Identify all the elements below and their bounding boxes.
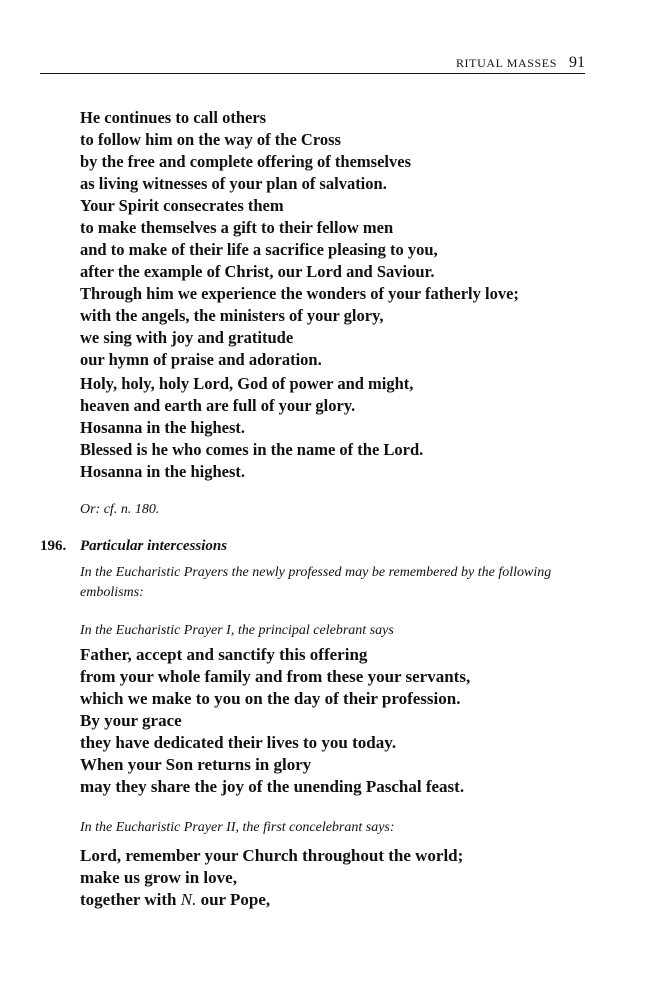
sanctus-line: Hosanna in the highest. [80, 462, 246, 481]
prayer2-text [80, 845, 600, 911]
prayer-line: make us grow in love, [80, 868, 237, 887]
header-rule [40, 73, 585, 74]
preface-line: to make themselves a gift to their fellow men [80, 218, 394, 237]
section-number: 196. [40, 538, 67, 554]
prayer1-rubric-text: In the Eucharistic Prayer I, the principal celebrant says [80, 623, 394, 638]
prayer2-rubric [80, 818, 600, 838]
prayer-line: Lord, remember your Church throughout the world; [80, 846, 464, 865]
preface-stanza-1 [80, 107, 600, 283]
preface-line: and to make of their life a sacrifice pleasing to you, [80, 240, 438, 259]
preface-line: we sing with joy and gratitude [80, 328, 294, 347]
preface-line: Through him we experience the wonders of your fatherly love; [80, 284, 519, 303]
page-number: 91 [569, 54, 585, 71]
prayer-line: Father, accept and sanctify this offering [80, 645, 368, 664]
sanctus-line: Blessed is he who comes in the name of the Lord. [80, 440, 424, 459]
alternative-reference [80, 500, 600, 520]
sanctus-line: Holy, holy, holy Lord, God of power and might, [80, 374, 414, 393]
preface-line: Your Spirit consecrates them [80, 196, 284, 215]
section-intro [80, 563, 600, 603]
prayer-line [80, 889, 600, 911]
preface-line: He continues to call others [80, 108, 267, 127]
prayer-line: may they share the joy of the unending Paschal feast. [80, 777, 465, 796]
pope-name-placeholder: N. [180, 890, 197, 909]
preface-line: our hymn of praise and adoration. [80, 350, 322, 369]
prayer-line: By your grace [80, 711, 182, 730]
prayer1-text [80, 644, 600, 798]
prayer-line: from your whole family and from these your servants, [80, 667, 471, 686]
prayer-line: which we make to you on the day of their profession. [80, 689, 461, 708]
running-head [456, 54, 585, 72]
prayer-line-suffix: our Pope, [196, 890, 271, 909]
section-heading-text: Particular intercessions [80, 538, 228, 554]
preface-line: after the example of Christ, our Lord and Saviour. [80, 262, 435, 281]
prayer-line: When your Son returns in glory [80, 755, 312, 774]
prayer2-rubric-text: In the Eucharistic Prayer II, the first concelebrant says: [80, 820, 395, 835]
sanctus-line: heaven and earth are full of your glory. [80, 396, 356, 415]
preface-line: with the angels, the ministers of your glory, [80, 306, 384, 325]
intro-text: In the Eucharistic Prayers the newly professed may be remembered by the following embolisms: [80, 565, 552, 600]
preface-line: to follow him on the way of the Cross [80, 130, 341, 149]
preface-line: as living witnesses of your plan of salvation. [80, 174, 387, 193]
prayer1-rubric [80, 621, 600, 641]
prayer-line-prefix: together with [80, 890, 181, 909]
section-heading [80, 538, 600, 555]
sanctus-line: Hosanna in the highest. [80, 418, 246, 437]
alternative-text: Or: cf. n. 180. [80, 502, 160, 517]
preface-stanza-2 [80, 283, 600, 371]
preface-line: by the free and complete offering of themselves [80, 152, 411, 171]
prayer-line: they have dedicated their lives to you today. [80, 733, 397, 752]
sanctus [80, 373, 600, 483]
section-title: RITUAL MASSES [455, 56, 557, 70]
